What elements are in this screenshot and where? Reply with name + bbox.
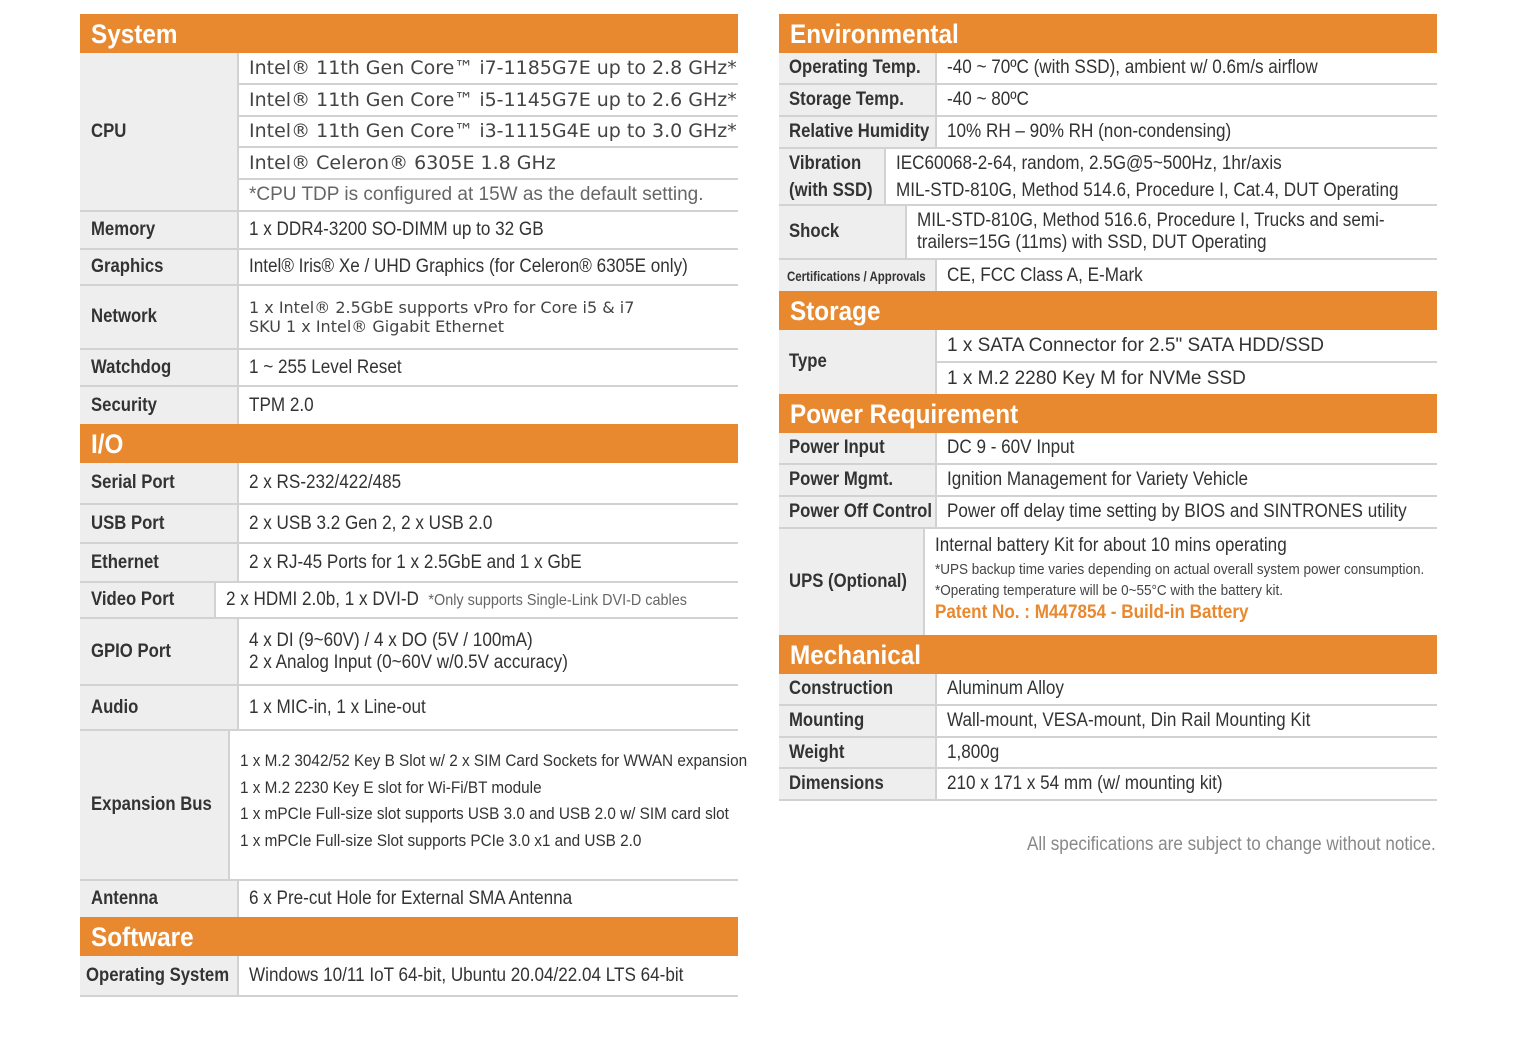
cpu-values (239, 53, 738, 210)
storage-type-line: 1 x SATA Connector for 2.5" SATA HDD/SSD (937, 330, 1437, 363)
section-header-system: System (80, 14, 738, 53)
section-header-environmental: Environmental (779, 14, 1437, 53)
row-value (925, 529, 1479, 635)
row-label: Network (80, 286, 239, 348)
row-label: Video Port (80, 583, 216, 617)
row-value: CE, FCC Class A, E-Mark (947, 264, 1143, 286)
footer-disclaimer: All specifications are subject to change without notice. (1027, 834, 1436, 855)
shock-line: MIL-STD-810G, Method 516.6, Procedure I, Trucks and semi- (917, 210, 1386, 231)
row-certifications (779, 260, 1437, 291)
row-ethernet (80, 544, 738, 583)
row-expansion-bus (80, 731, 748, 881)
row-dimensions (779, 769, 1437, 801)
row-label: Mounting (779, 706, 937, 736)
row-security (80, 387, 738, 424)
row-value: 2 x USB 3.2 Gen 2, 2 x USB 2.0 (249, 512, 493, 534)
ups-note: *UPS backup time varies depending on actual overall system power consumption. (935, 561, 1425, 578)
row-label: Antenna (80, 881, 239, 917)
row-label: Dimensions (779, 769, 937, 799)
gpio-line: 4 x DI (9~60V) / 4 x DO (5V / 100mA) (249, 629, 533, 651)
section-header-power: Power Requirement (779, 394, 1437, 433)
row-label: Memory (80, 212, 239, 248)
row-label: Operating Temp. (779, 53, 937, 83)
row-value: 1 x MIC-in, 1 x Line-out (249, 696, 426, 718)
row-value: TPM 2.0 (249, 394, 314, 416)
row-label: CPU (80, 53, 239, 210)
ups-note: *Operating temperature will be 0~55°C with the battery kit. (935, 582, 1284, 599)
row-ups (779, 529, 1437, 635)
row-label: GPIO Port (80, 619, 239, 684)
row-value: -40 ~ 80ºC (947, 89, 1029, 110)
row-graphics (80, 250, 738, 286)
row-label: Power Input (779, 433, 937, 463)
cpu-note: *CPU TDP is configured at 15W as the default setting. (249, 184, 704, 206)
row-network (80, 286, 738, 350)
row-value: Aluminum Alloy (947, 678, 1064, 699)
row-relative-humidity (779, 117, 1437, 149)
expansion-line: 1 x M.2 3042/52 Key B Slot w/ 2 x SIM Card Sockets for WWAN expansion (240, 751, 748, 770)
expansion-line: 1 x M.2 2230 Key E slot for Wi-Fi/BT module (240, 777, 542, 797)
section-header-software: Software (80, 917, 738, 956)
storage-type-line: 1 x M.2 2280 Key M for NVMe SSD (947, 367, 1246, 389)
row-value: 1 ~ 255 Level Reset (249, 356, 402, 378)
row-value: 1,800g (947, 741, 1000, 763)
row-power-mgmt (779, 465, 1437, 497)
row-gpio-port (80, 619, 738, 686)
row-label: Expansion Bus (80, 731, 230, 879)
cpu-line: Intel® 11th Gen Core™ i5-1145G7E up to 2.6 GHz* (239, 85, 738, 117)
row-label: Relative Humidity (779, 117, 937, 147)
row-label: Watchdog (80, 350, 239, 385)
row-watchdog (80, 350, 738, 387)
network-line: SKU 1 x Intel® Gigabit Ethernet (249, 317, 505, 336)
section-header-io: I/O (80, 424, 738, 463)
gpio-line: 2 x Analog Input (0~60V w/0.5V accuracy) (249, 651, 568, 673)
row-value (886, 149, 1454, 204)
section-header-mechanical: Mechanical (779, 635, 1437, 674)
row-value: -40 ~ 70ºC (with SSD), ambient w/ 0.6m/s airflow (947, 57, 1318, 78)
row-value: Intel® Iris® Xe / UHD Graphics (for Celeron® 6305E only) (249, 256, 688, 277)
row-serial-port (80, 463, 738, 505)
row-label: UPS (Optional) (779, 529, 925, 635)
section-header-storage: Storage (779, 291, 1437, 330)
row-label: Graphics (80, 250, 239, 284)
expansion-line: 1 x mPCIe Full-size Slot supports PCIe 3.0 x1 and USB 2.0 (240, 830, 642, 850)
row-value: 2 x HDMI 2.0b, 1 x DVI-D *Only supports Single-Link DVI-D cables (225, 589, 687, 610)
row-shock (779, 206, 1437, 260)
row-value (239, 619, 738, 684)
row-usb-port (80, 505, 738, 544)
row-label: USB Port (80, 505, 239, 542)
row-antenna (80, 881, 738, 917)
row-value (230, 731, 803, 879)
storage-type-values (937, 330, 1437, 394)
row-power-off-control (779, 497, 1437, 529)
row-weight (779, 738, 1437, 769)
row-label: Certifications / Approvals (779, 260, 937, 291)
row-storage-type (779, 330, 1437, 394)
row-value: 6 x Pre-cut Hole for External SMA Antenna (249, 888, 573, 909)
cpu-line: Intel® 11th Gen Core™ i7-1185G7E up to 2.8 GHz* (239, 53, 738, 85)
row-label: Type (779, 330, 937, 394)
row-label: Ethernet (80, 544, 239, 581)
network-line: 1 x Intel® 2.5GbE supports vPro for Core i5 & i7 (249, 298, 635, 317)
row-audio (80, 686, 738, 731)
row-vibration (779, 149, 1437, 206)
ups-patent: Patent No. : M447854 - Build-in Battery (935, 602, 1249, 623)
row-value: Power off delay time setting by BIOS and SINTRONES utility (947, 501, 1407, 522)
expansion-line: 1 x mPCIe Full-size slot supports USB 3.0 and USB 2.0 w/ SIM card slot (240, 804, 730, 823)
row-label: Shock (779, 206, 907, 258)
vibration-line: MIL-STD-810G, Method 514.6, Procedure I, Cat.4, DUT Operating (896, 179, 1399, 201)
row-label: Operating System (80, 956, 239, 995)
row-label: Construction (779, 674, 937, 704)
row-construction (779, 674, 1437, 706)
row-power-input (779, 433, 1437, 465)
row-value: 2 x RJ-45 Ports for 1 x 2.5GbE and 1 x GbE (249, 551, 582, 573)
row-label: Weight (779, 738, 937, 767)
row-label: Vibration (with SSD) (779, 149, 886, 204)
row-label: Audio (80, 686, 239, 729)
row-value: Ignition Management for Variety Vehicle (947, 469, 1249, 490)
row-value (907, 206, 1437, 258)
shock-line: trailers=15G (11ms) with SSD, DUT Operating (917, 232, 1268, 253)
row-label: Storage Temp. (779, 85, 937, 115)
row-value (239, 286, 738, 348)
row-value: 210 x 171 x 54 mm (w/ mounting kit) (947, 773, 1223, 794)
row-value: 10% RH – 90% RH (non-condensing) (947, 121, 1232, 142)
row-label: Power Off Control (779, 497, 937, 527)
row-value: Wall-mount, VESA-mount, Din Rail Mounting Kit (947, 710, 1311, 731)
row-video-port (80, 583, 738, 619)
video-note: *Only supports Single-Link DVI-D cables (428, 592, 687, 609)
row-mounting (779, 706, 1437, 738)
row-operating-temp (779, 53, 1437, 85)
row-label: Power Mgmt. (779, 465, 937, 495)
right-spec-column (779, 14, 1437, 801)
ups-main: Internal battery Kit for about 10 mins operating (935, 535, 1287, 556)
row-value: 2 x RS-232/422/485 (249, 472, 402, 493)
cpu-line: Intel® Celeron® 6305E 1.8 GHz (239, 148, 738, 180)
row-label: Security (80, 387, 239, 424)
left-spec-column (80, 14, 748, 997)
cpu-line: Intel® 11th Gen Core™ i3-1115G4E up to 3.0 GHz* (239, 117, 738, 149)
row-cpu (80, 53, 738, 212)
vibration-line: IEC60068-2-64, random, 2.5G@5~500Hz, 1hr/axis (896, 152, 1282, 174)
row-value: Windows 10/11 IoT 64-bit, Ubuntu 20.04/22.04 LTS 64-bit (249, 964, 684, 986)
row-value: DC 9 - 60V Input (947, 437, 1075, 458)
row-label: Serial Port (80, 463, 239, 503)
row-memory (80, 212, 738, 250)
row-operating-system (80, 956, 738, 997)
row-value: 1 x DDR4-3200 SO-DIMM up to 32 GB (249, 219, 544, 240)
row-storage-temp (779, 85, 1437, 117)
